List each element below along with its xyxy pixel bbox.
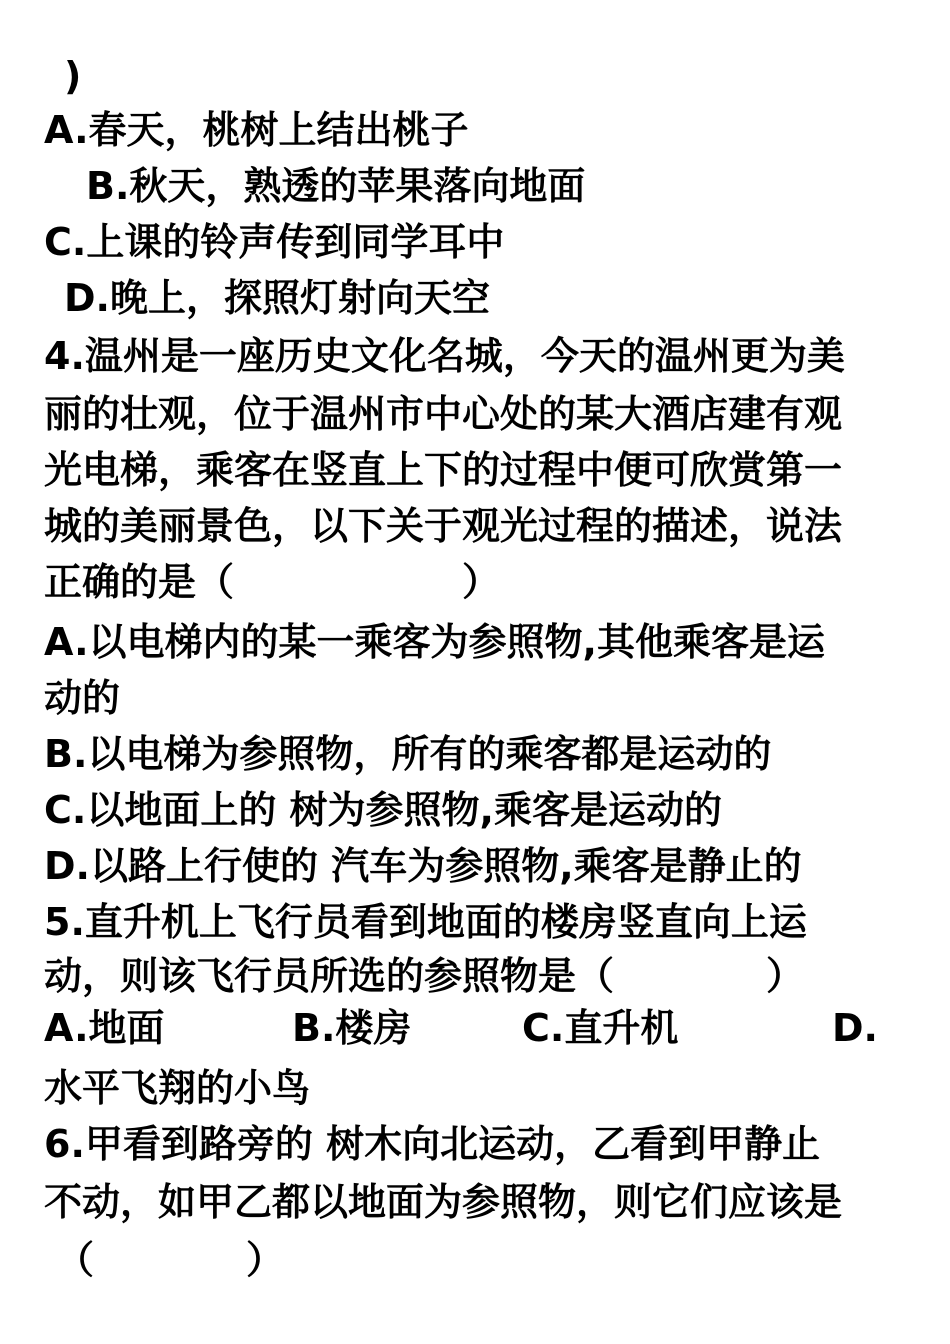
- q3-option-a: A.春天，桃树上结出桃子: [44, 108, 469, 152]
- q4-option-d: D.以路上行使的 汽车为参照物,乘客是静止的: [44, 844, 802, 888]
- q5-option-a: A.地面: [44, 1006, 165, 1050]
- q6-stem-line-1: 6.甲看到路旁的 树木向北运动，乙看到甲静止: [44, 1122, 821, 1166]
- q3-option-b: B.秋天，熟透的苹果落向地面: [86, 164, 586, 208]
- q4-stem-line-4: 城的美丽景色，以下关于观光过程的描述，说法: [44, 504, 843, 548]
- q6-stem-line-2: 不动，如甲乙都以地面为参照物，则它们应该是: [44, 1180, 843, 1224]
- q4-stem-line-1: 4.温州是一座历史文化名城，今天的温州更为美: [44, 334, 845, 378]
- q3-option-d: D.晚上，探照灯射向天空: [64, 276, 490, 320]
- q3-option-c: C.上课的铃声传到同学耳中: [44, 220, 505, 264]
- q4-option-a-cont: 动的: [44, 676, 121, 720]
- q5-option-c: C.直升机: [522, 1006, 679, 1050]
- q5-stem-line-2: 动，则该飞行员所选的参照物是（ ）: [44, 954, 805, 998]
- q5-option-d-cont: 水平飞翔的小鸟: [44, 1066, 311, 1110]
- q4-stem-line-3: 光电梯，乘客在竖直上下的过程中便可欣赏第一: [44, 448, 843, 492]
- q5-option-d: D.: [832, 1006, 878, 1050]
- q4-stem-line-5: 正确的是（ ）: [44, 560, 501, 604]
- q4-stem-line-2: 丽的壮观，位于温州市中心处的某大酒店建有观: [44, 392, 843, 436]
- q5-options-row: [44, 1004, 924, 1052]
- q5-option-b: B.楼房: [292, 1006, 412, 1050]
- q3-paren-close: ): [64, 54, 82, 98]
- q4-option-b: B.以电梯为参照物，所有的乘客都是运动的: [44, 732, 772, 776]
- q4-option-a: A.以电梯内的某一乘客为参照物,其他乘客是运: [44, 620, 825, 664]
- q5-stem-line-1: 5.直升机上飞行员看到地面的楼房竖直向上运: [44, 900, 807, 944]
- q4-option-c: C.以地面上的 树为参照物,乘客是运动的: [44, 788, 722, 832]
- q6-stem-line-3: （ ）: [56, 1238, 285, 1282]
